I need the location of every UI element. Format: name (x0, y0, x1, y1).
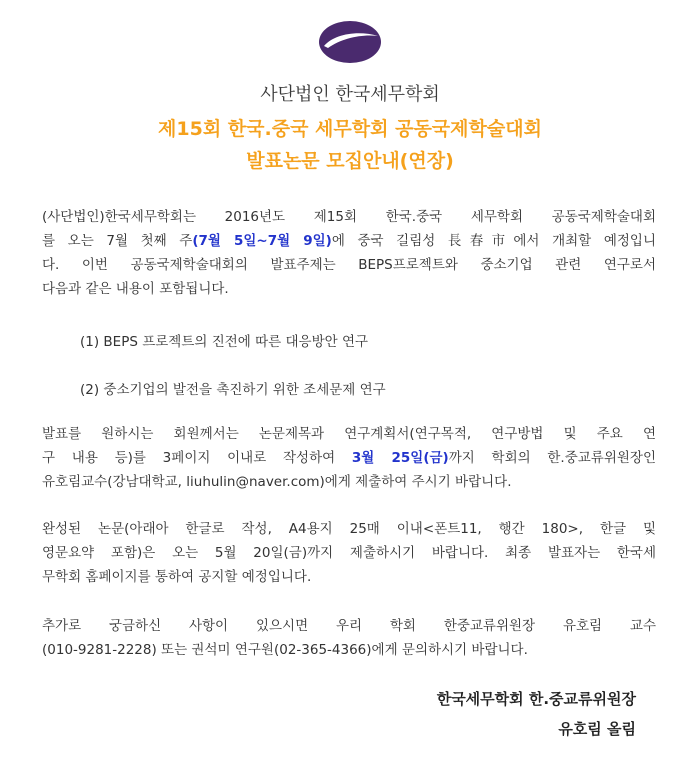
completed-line-3: 무학회 홈페이지를 통하여 공지할 예정입니다. (42, 569, 312, 585)
intro-line-1: (사단법인)한국세무학회는 2016년도 제15회 한국.중국 세무학회 공동국제학술대회 (42, 209, 656, 225)
society-logo-icon (318, 20, 382, 64)
topic-item-1: (1) BEPS 프로젝트의 진전에 따른 대응방안 연구 (80, 334, 369, 350)
intro-paragraph (42, 205, 656, 301)
intro-line-3: 다. 이번 공동국제학술대회의 발표주제는 BEPS프로젝트와 중소기업 관련 연구로서 (42, 257, 656, 273)
contact-line-1: 추가로 궁금하신 사항이 있으시면 우리 학회 한중교류위원장 유호림 교수 (42, 618, 656, 634)
signature-title: 한국세무학회 한.중교류위원장 (436, 690, 636, 708)
intro-line-2 (42, 229, 656, 253)
contact-line-2: (010-9281-2228) 또는 권석미 연구원(02-365-4366)에게 문의하시기 바랍니다. (42, 642, 528, 658)
page-subtitle: 발표논문 모집안내(연장) (246, 150, 454, 172)
signature-name: 유호림 올림 (558, 720, 636, 738)
intro-line-4: 다음과 같은 내용이 포함됩니다. (42, 281, 229, 297)
intro-line-2-start: 를 오는 7월 첫째 주 (42, 233, 193, 249)
submission-line-2 (42, 446, 656, 470)
completed-paper-paragraph (42, 517, 656, 589)
submission-paragraph (42, 422, 656, 494)
submission-line-2-start: 구 내용 등)를 3페이지 이내로 작성하여 (42, 450, 352, 466)
topic-item-2: (2) 중소기업의 발전을 촉진하기 위한 조세문제 연구 (80, 382, 386, 398)
organization-name: 사단법인 한국세무학회 (260, 84, 440, 105)
intro-line-2-end: 에 중국 길림성 長春市에서 개최할 예정입니 (331, 233, 656, 249)
deadline-highlight: 3월 25일(금) (351, 450, 449, 466)
completed-line-1: 완성된 논문(아래아 한글로 작성, A4용지 25매 이내<폰트11, 행간 180>, 한글 및 (42, 521, 656, 537)
submission-line-1: 발표를 원하시는 회원께서는 논문제목과 연구계획서(연구목적, 연구방법 및 주요 연 (42, 426, 656, 442)
completed-line-2: 영문요약 포함)은 오는 5월 20일(금)까지 제출하시기 바랍니다. 최종 발표자는 한국세 (42, 545, 656, 561)
event-dates-highlight: (7월 5일~7월 9일) (192, 233, 332, 249)
contact-paragraph (42, 614, 656, 662)
page-title: 제15회 한국.중국 세무학회 공동국제학술대회 (158, 118, 542, 140)
submission-line-2-end: 까지 학회의 한.중교류위원장인 (448, 450, 657, 466)
submission-line-3: 유호림교수(강남대학교, liuhulin@naver.com)에게 제출하여 주시기 바랍니다. (42, 474, 512, 490)
